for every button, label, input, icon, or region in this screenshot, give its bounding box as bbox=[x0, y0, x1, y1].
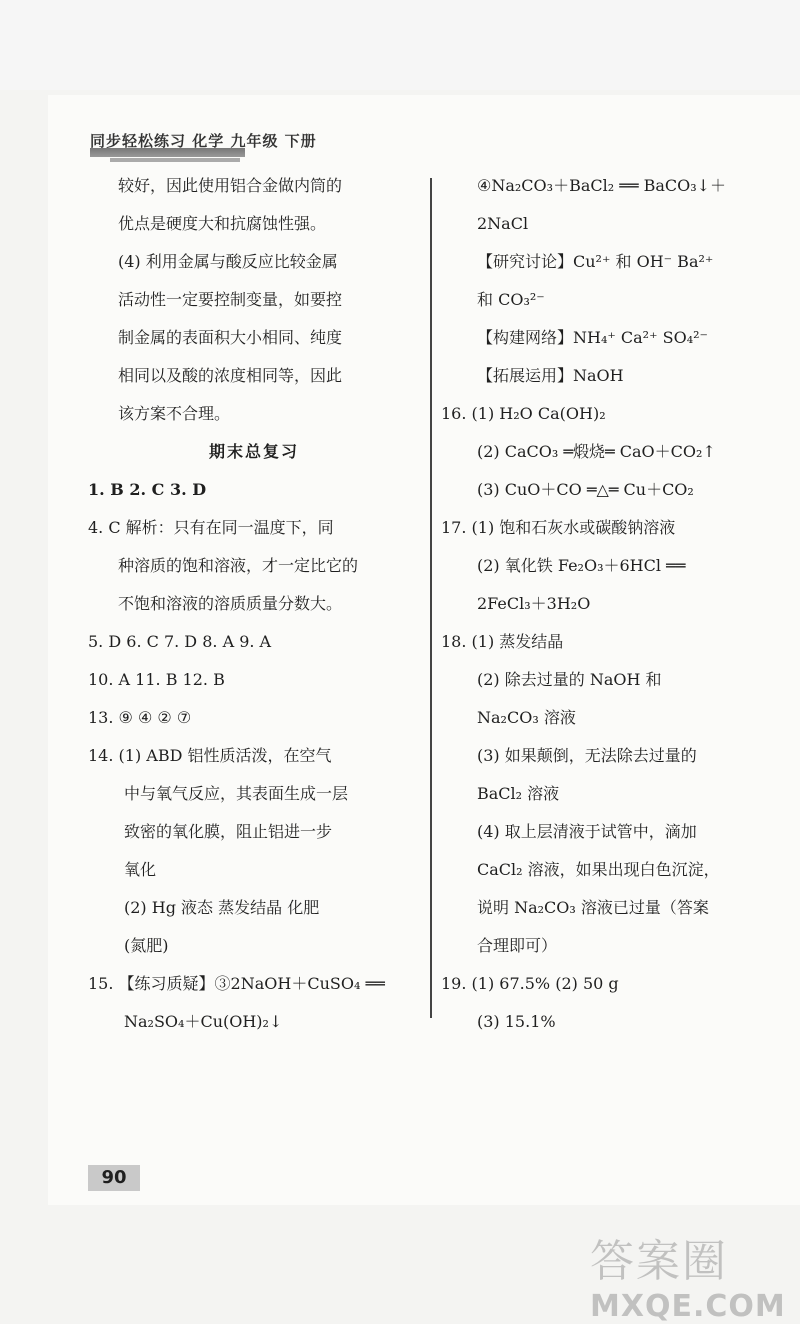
answer-line: (3) 15.1% bbox=[477, 1012, 556, 1031]
answer-line: 优点是硬度大和抗腐蚀性强。 bbox=[118, 214, 327, 233]
answer-line: 和 CO₃²⁻ bbox=[477, 290, 545, 309]
answer-line: (2) 除去过量的 NaOH 和 bbox=[477, 670, 662, 689]
answer-line: 2NaCl bbox=[477, 214, 529, 233]
answer-line: 【构建网络】NH₄⁺ Ca²⁺ SO₄²⁻ bbox=[477, 328, 708, 347]
answer-line: 不饱和溶液的溶质质量分数大。 bbox=[118, 594, 343, 613]
answer-line: 16. (1) H₂O Ca(OH)₂ bbox=[441, 404, 606, 423]
answer-line: 10. A 11. B 12. B bbox=[88, 670, 225, 689]
answer-line: (3) 如果颠倒，无法除去过量的 bbox=[477, 746, 697, 765]
watermark bbox=[590, 1225, 790, 1324]
answer-line: 5. D 6. C 7. D 8. A 9. A bbox=[88, 632, 272, 651]
page-number: 90 bbox=[88, 1165, 140, 1191]
answer-line: 【研究讨论】Cu²⁺ 和 OH⁻ Ba²⁺ bbox=[477, 252, 714, 271]
answer-line: 相同以及酸的浓度相同等，因此 bbox=[118, 366, 343, 385]
answer-line: 该方案不合理。 bbox=[118, 404, 231, 423]
answer-line: 17. (1) 饱和石灰水或碳酸钠溶液 bbox=[441, 518, 676, 537]
top-margin bbox=[0, 0, 800, 90]
answer-line: 制金属的表面积大小相同、纯度 bbox=[118, 328, 343, 347]
answer-line: (2) CaCO₃ ═煅烧═ CaO＋CO₂↑ bbox=[477, 442, 716, 461]
book-header-title: 同步轻松练习 化学 九年级 下册 bbox=[90, 132, 317, 150]
answer-line: 合理即可） bbox=[477, 936, 558, 955]
answer-line: (2) Hg 液态 蒸发结晶 化肥 bbox=[124, 898, 320, 917]
answer-line: 4. C 解析：只有在同一温度下，同 bbox=[88, 518, 334, 537]
answer-line: (4) 利用金属与酸反应比较金属 bbox=[118, 252, 338, 271]
answer-line: (3) CuO＋CO ═△═ Cu＋CO₂ bbox=[477, 480, 694, 499]
answer-line: ④Na₂CO₃＋BaCl₂ ══ BaCO₃↓＋ bbox=[477, 176, 727, 195]
answer-line: CaCl₂ 溶液，如果出现白色沉淀， bbox=[477, 860, 720, 879]
answer-line: 中与氧气反应，其表面生成一层 bbox=[124, 784, 349, 803]
answer-line: 致密的氧化膜，阻止铝进一步 bbox=[124, 822, 333, 841]
answer-line: 较好，因此使用铝合金做内筒的 bbox=[118, 176, 343, 195]
answer-line: 19. (1) 67.5% (2) 50 g bbox=[441, 974, 619, 993]
answer-line: 13. ⑨ ④ ② ⑦ bbox=[88, 708, 192, 727]
answer-line: 15. 【练习质疑】③2NaOH＋CuSO₄ ══ bbox=[88, 974, 385, 993]
answer-line: 14. (1) ABD 铝性质活泼，在空气 bbox=[88, 746, 332, 765]
answer-line: 氧化 bbox=[124, 860, 157, 879]
header-decoration-line bbox=[110, 158, 240, 162]
answer-line: BaCl₂ 溶液 bbox=[477, 784, 560, 803]
answer-line: (4) 取上层清液于试管中，滴加 bbox=[477, 822, 697, 841]
right-column bbox=[441, 167, 781, 1041]
answer-line: (氮肥) bbox=[124, 936, 169, 955]
answer-line: 期末总复习 bbox=[208, 442, 299, 461]
answer-line: 种溶质的饱和溶液，才一定比它的 bbox=[118, 556, 359, 575]
watermark-url: MXQE.COM bbox=[590, 1289, 786, 1324]
answer-line: 2FeCl₃＋3H₂O bbox=[477, 594, 591, 613]
answer-line: 18. (1) 蒸发结晶 bbox=[441, 632, 564, 651]
answer-line: (2) 氧化铁 Fe₂O₃＋6HCl ══ bbox=[477, 556, 686, 575]
answer-line: 活动性一定要控制变量，如要控 bbox=[118, 290, 343, 309]
watermark-logo: 答案圈 bbox=[590, 1236, 728, 1287]
answer-line: 【拓展运用】NaOH bbox=[477, 366, 624, 385]
column-divider bbox=[430, 178, 432, 1018]
left-column bbox=[88, 167, 420, 1041]
answer-line: Na₂SO₄＋Cu(OH)₂↓ bbox=[124, 1012, 283, 1031]
answer-line: 说明 Na₂CO₃ 溶液已过量（答案 bbox=[477, 898, 709, 917]
answer-line: Na₂CO₃ 溶液 bbox=[477, 708, 576, 727]
answer-line: 1. B 2. C 3. D bbox=[88, 480, 207, 499]
